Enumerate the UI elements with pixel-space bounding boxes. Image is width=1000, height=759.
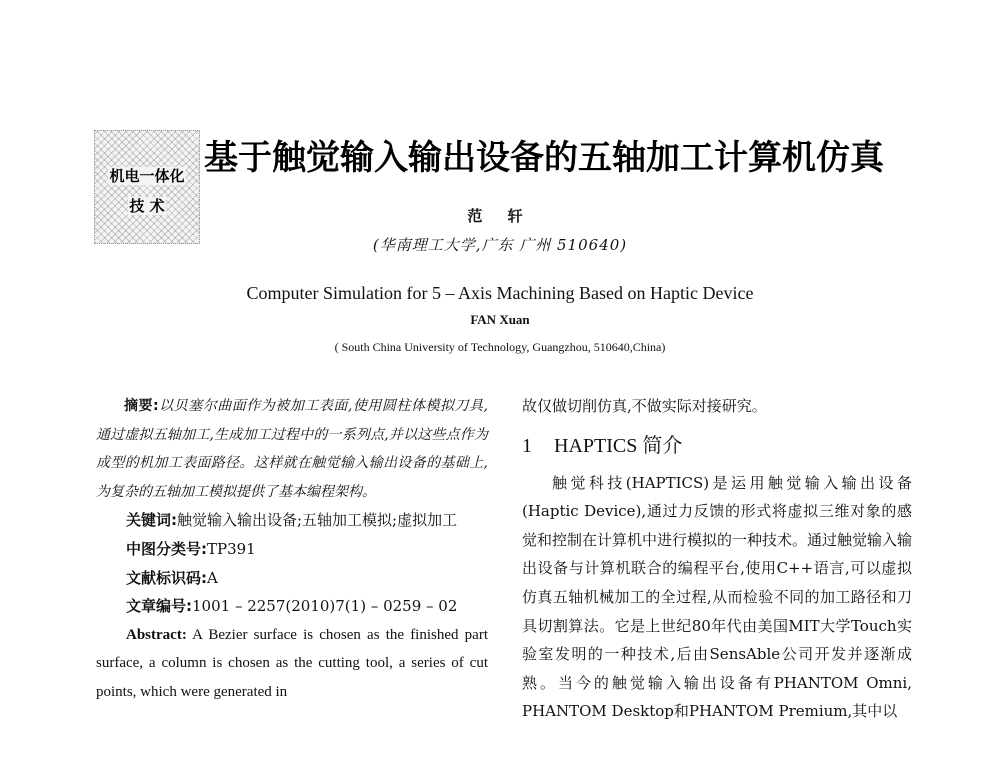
section-title: HAPTICS 简介 [554,434,683,457]
stamp-line-1: 机电一体化 [109,167,185,185]
stamp-line-2: 技 术 [129,197,165,215]
affiliation-cn: (华南理工大学,广东 广州 510640) [372,236,628,254]
left-column [96,392,488,707]
affiliation-en: ( South China University of Technology, Guangzhou, 510640,China) [334,340,666,354]
abstract-en [96,621,488,707]
section-body: 触觉科技(HAPTICS)是运用触觉输入输出设备(Haptic Device),通过力反馈的形式将虚拟三维对象的感觉和控制在计算机中进行模拟的一种技术。通过触觉输入输出设备与计算机联合的编程平台,使用C++语言,可以虚拟仿真五轴机械加工的全过程,从而检验不同的加工路径和刀具切割算法。它是上世纪80年代由美国MIT大学Touch实验室发明的一种技术,后由SensAble公司开发并逐渐成熟。当今的触觉输入输出设备有PHANTOM Omni, PHANTOM Desktop和PHANTOM Premium,其中以 [522,473,913,721]
abstract-cn [96,392,488,506]
section-number: 1 [522,434,532,457]
abstract-en-text: A Bezier surface is chosen as the finished part surface, a column is chosen as the cutting tool, a series of cut points, which were generated in [96,626,488,700]
right-column [522,392,912,726]
clc-label: 中图分类号: [126,539,207,558]
keywords [96,506,488,535]
keywords-label: 关键词: [126,511,177,530]
author-en: FAN Xuan [470,312,530,327]
clc-value: TP391 [207,539,256,558]
article-no-label: 文章编号: [126,597,192,616]
document-code [96,564,488,593]
abstract-en-label: Abstract: [126,626,187,643]
paper-title-cn: 基于触觉输入输出设备的五轴加工计算机仿真 [204,138,884,178]
doc-code-value: A [207,568,218,587]
section-heading [522,429,912,463]
doc-code-label: 文献标识码: [126,568,207,587]
right-first-line: 故仅做切削仿真,不做实际对接研究。 [522,397,767,415]
abstract-cn-text: 以贝塞尔曲面作为被加工表面,使用圆柱体模拟刀具,通过虚拟五轴加工,生成加工过程中的一系列点,并以这些点作为成型的机加工表面路径。这样就在触觉输入输出设备的基础上,为复杂的五轴加工模拟提供了基本编程架构。 [96,398,488,500]
abstract-cn-label: 摘要: [124,398,159,414]
keywords-text: 触觉输入输出设备;五轴加工模拟;虚拟加工 [177,511,458,530]
clc-number [96,535,488,564]
section-stamp [94,130,200,244]
paper-title-en: Computer Simulation for 5 – Axis Machining Based on Haptic Device [246,283,754,303]
author-cn: 范 轩 [467,207,533,225]
article-number [96,592,488,621]
article-no-value: 1001 – 2257(2010)7(1) – 0259 – 02 [192,597,458,616]
